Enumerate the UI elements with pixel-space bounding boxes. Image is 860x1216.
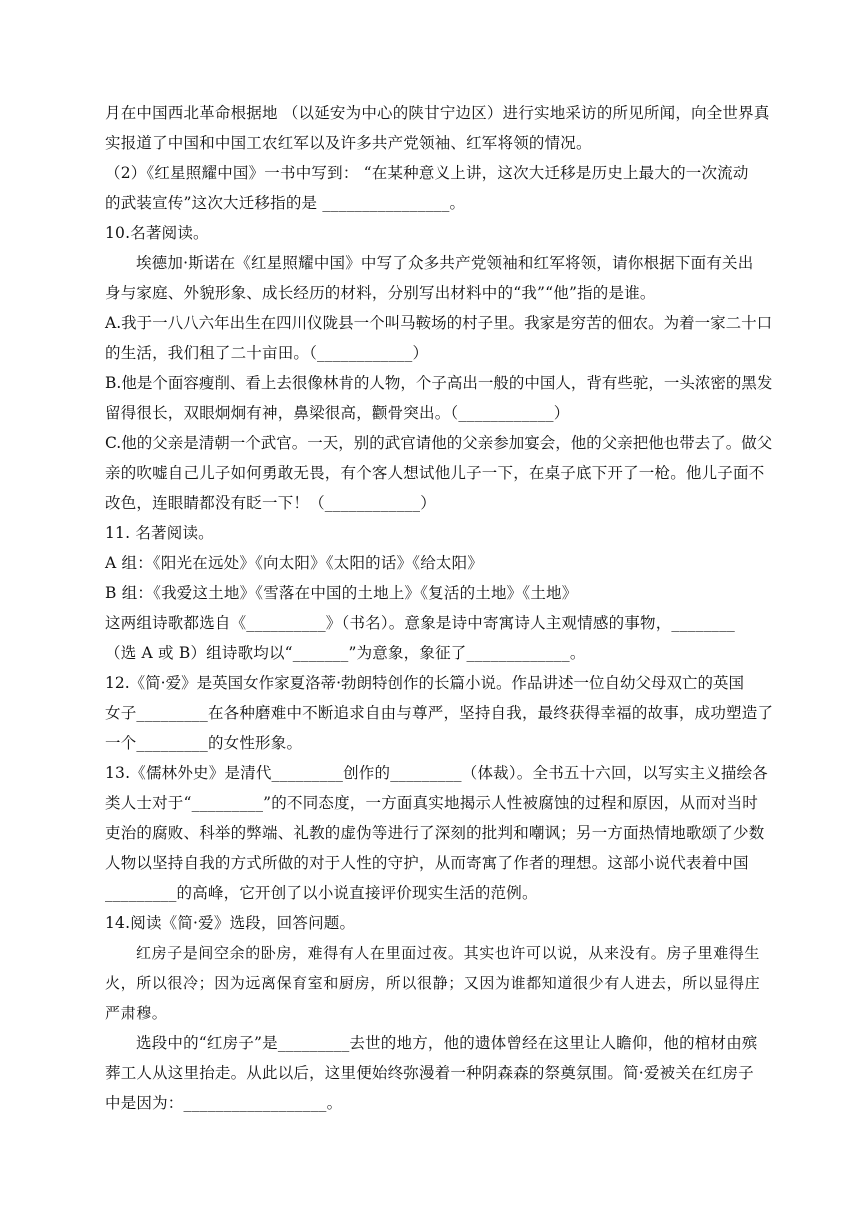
text-line: 实报道了中国和中国工农红军以及许多共产党领袖、红军将领的情况。: [105, 134, 592, 152]
text-line: 葬工人从这里抬走。从此以后，这里便始终弥漫着一种阴森森的祭奠氛围。简·爱被关在红房子: [105, 1064, 754, 1082]
text-line: 吏治的腐败、科举的弊端、礼教的虚伪等进行了深刻的批判和嘲讽；另一方面热情地歌颂了少数: [105, 824, 765, 842]
text-line: 改色，连眼睛都没有眨一下！（____________）: [105, 494, 436, 512]
text-line: 亲的吹嘘自己儿子如何勇敢无畏，有个客人想试他儿子一下，在桌子底下开了一枪。他儿子面不: [105, 464, 765, 482]
text-line: （选 A 或 B）组诗歌均以“_______”为意象，象征了_____________。: [105, 644, 586, 662]
text-line: 一个_________的女性形象。: [105, 734, 303, 752]
text-line: 留得很长，双眼炯炯有神，鼻梁很高，颧骨突出。（____________）: [105, 404, 570, 422]
text-line: 人物以坚持自我的方式所做的对于人性的守护，从而寄寓了作者的理想。这部小说代表着中国: [105, 854, 749, 872]
text-line: 中是因为：__________________。: [105, 1094, 343, 1112]
text-line: 的生活，我们租了二十亩田。（____________）: [105, 344, 429, 362]
question-11-heading: 11. 名著阅读。: [105, 524, 214, 542]
text-line: 身与家庭、外貌形象、成长经历的材料，分别写出材料中的“我”“他”指的是谁。: [105, 284, 656, 302]
group-a: A 组：《阳光在远处》《向太阳》《太阳的话》《给太阳》: [105, 554, 484, 572]
option-c: C.他的父亲是清朝一个武官。一天，别的武官请他的父亲参加宴会，他的父亲把他也带去了。做父: [105, 434, 773, 452]
excerpt-line: 严肃穆。: [105, 1004, 168, 1022]
text-line: _________的高峰，它开创了以小说直接评价现实生活的范例。: [105, 884, 538, 902]
text-line: 女子_________在各种磨难中不断追求自由与尊严，坚持自我，最终获得幸福的故事，成功塑造了: [105, 704, 774, 722]
text-line: 的武装宣传”这次大迁移指的是 ________________。: [105, 194, 466, 212]
question-12: 12.《简·爱》是英国女作家夏洛蒂·勃朗特创作的长篇小说。作品讲述一位自幼父母双亡的英国: [105, 674, 745, 692]
text-line: 埃德加·斯诺在《红星照耀中国》中写了众多共产党领袖和红军将领，请你根据下面有关出: [136, 254, 754, 272]
question-13: 13.《儒林外史》是清代_________创作的_________（体裁）。全书五十六回，以写实主义描绘各: [105, 764, 769, 782]
text-line: 这两组诗歌都选自《__________》（书名）。意象是诗中寄寓诗人主观情感的事物，________: [105, 614, 736, 632]
question-10-heading: 10.名著阅读。: [105, 224, 209, 242]
text-line: 类人士对于“_________”的不同态度，一方面真实地揭示人性被腐蚀的过程和原因，从而对当时: [105, 794, 759, 812]
text-line: 月在中国西北革命根据地 （以延安为中心的陕甘宁边区）进行实地采访的所见所闻，向全世界真: [105, 104, 770, 122]
option-a: A.我于一八八六年出生在四川仪陇县一个叫马鞍场的村子里。我家是穷苦的佃农。为着一家二十口: [105, 314, 773, 332]
option-b: B.他是个面容瘦削、看上去很像林肯的人物，个子高出一般的中国人，背有些驼，一头浓密的黑发: [105, 374, 773, 392]
question-14-heading: 14.阅读《简·爱》选段，回答问题。: [105, 914, 356, 932]
text-line: 选段中的“红房子”是_________去世的地方，他的遗体曾经在这里让人瞻仰，他的棺材由殡: [136, 1034, 758, 1052]
question-9-part-2: （2）《红星照耀中国》一书中写到： “在某种意义上讲，这次大迁移是历史上最大的一次流动: [105, 164, 749, 182]
excerpt-line: 红房子是间空余的卧房，难得有人在里面过夜。其实也许可以说，从来没有。房子里难得生: [136, 944, 761, 962]
excerpt-line: 火，所以很冷；因为远离保育室和厨房，所以很静；又因为谁都知道很少有人进去，所以显得庄: [105, 974, 761, 992]
group-b: B 组：《我爱这土地》《雪落在中国的土地上》《复活的土地》《土地》: [105, 584, 578, 602]
